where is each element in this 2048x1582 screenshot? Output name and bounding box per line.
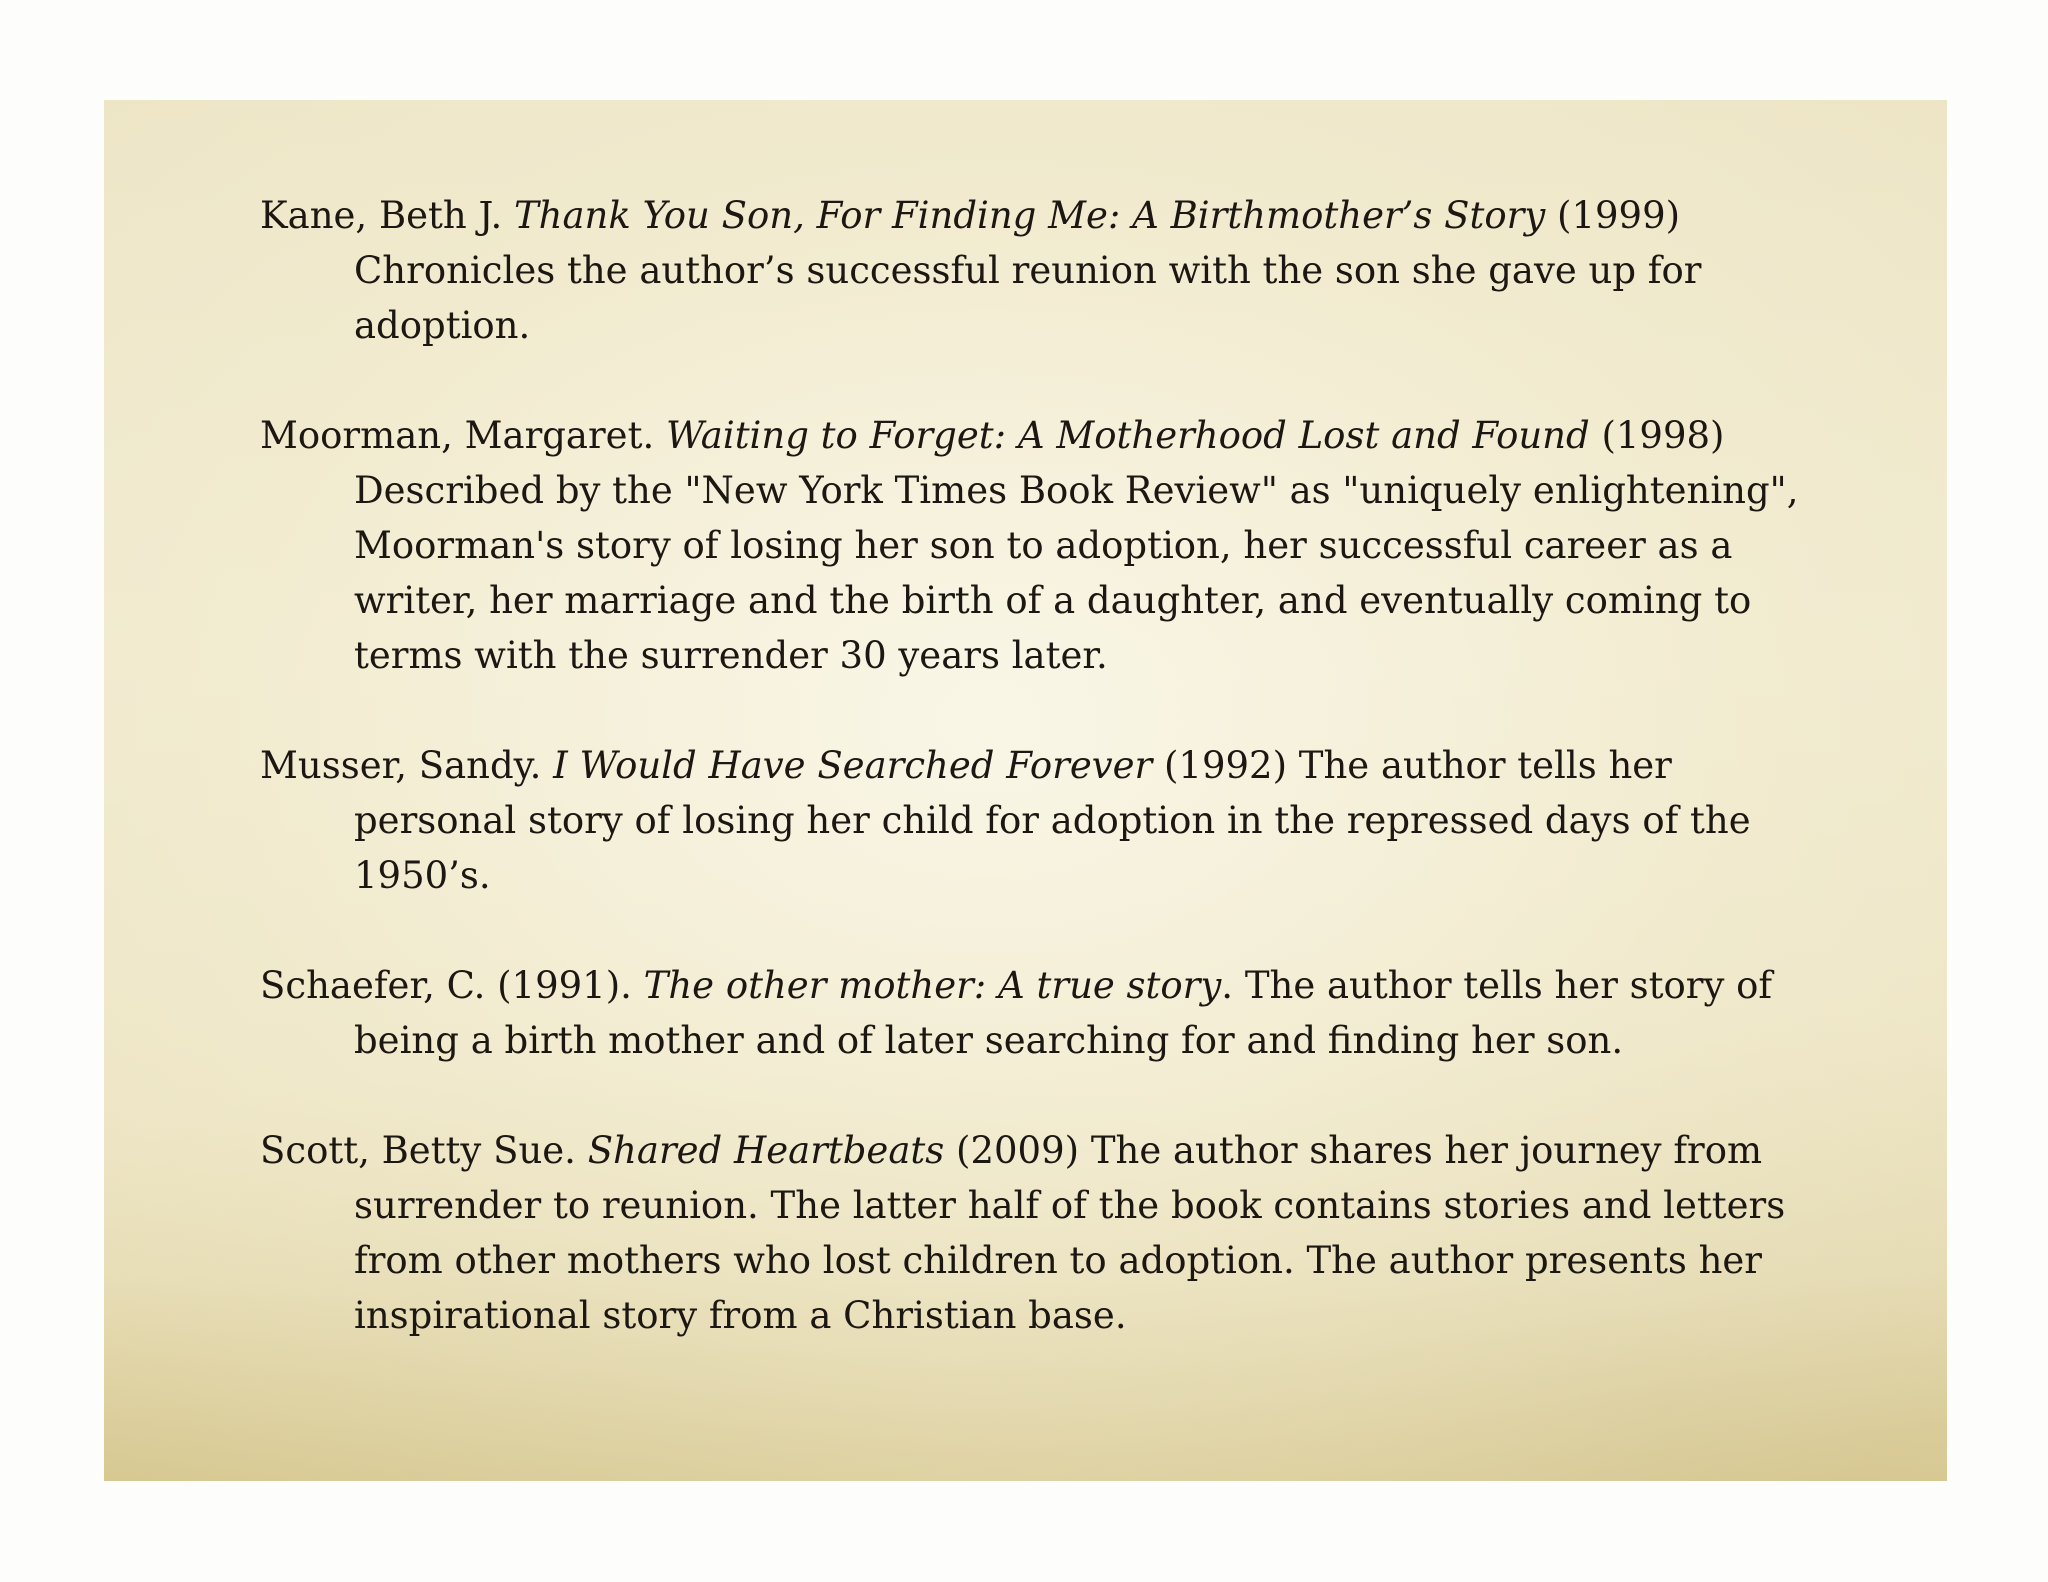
entry-description: The author tells her story of being a birth mother and of later searching for and finding her son. <box>354 964 1773 1062</box>
bibliography-entry <box>260 188 1800 353</box>
entry-author: Kane, Beth J. <box>260 194 503 237</box>
entry-year: (2009) <box>956 1129 1080 1172</box>
bibliography-list <box>260 188 1800 1398</box>
entry-author: Schaefer, C. (1991). <box>260 964 632 1007</box>
bibliography-entry <box>260 1123 1800 1343</box>
entry-author: Scott, Betty Sue. <box>260 1129 576 1172</box>
entry-year: (1998) <box>1601 414 1725 457</box>
entry-description: The author shares her journey from surrender to reunion. The latter half of the book contains stories and letters from other mothers who lost children to adoption. The author presents her inspirational story from a Christian base. <box>354 1129 1786 1337</box>
entry-title: I Would Have Searched Forever <box>553 744 1153 787</box>
entry-title: The other mother: A true story <box>643 964 1222 1007</box>
slide <box>104 100 1947 1481</box>
entry-author: Musser, Sandy. <box>260 744 542 787</box>
entry-description: Described by the "New York Times Book Review" as "uniquely enlightening", Moorman's story of losing her son to adoption, her successful career as a writer, her marriage and the birth of a daughter, and eventually coming to terms with the surrender 30 years later. <box>354 469 1799 677</box>
entry-author: Moorman, Margaret. <box>260 414 655 457</box>
entry-description: Chronicles the author’s successful reunion with the son she gave up for adoption. <box>354 249 1702 347</box>
entry-description: The author tells her personal story of losing her child for adoption in the repressed days of the 1950’s. <box>354 744 1751 897</box>
entry-title: Thank You Son, For Finding Me: A Birthmother’s Story <box>513 194 1546 237</box>
bibliography-entry <box>260 958 1800 1068</box>
bibliography-entry <box>260 408 1800 683</box>
entry-year: (1999) <box>1557 194 1681 237</box>
entry-year: (1992) <box>1163 744 1288 787</box>
entry-title: Waiting to Forget: A Motherhood Lost and Found <box>665 414 1590 457</box>
bibliography-entry <box>260 738 1800 903</box>
entry-year: . <box>1221 964 1234 1007</box>
entry-title: Shared Heartbeats <box>587 1129 945 1172</box>
